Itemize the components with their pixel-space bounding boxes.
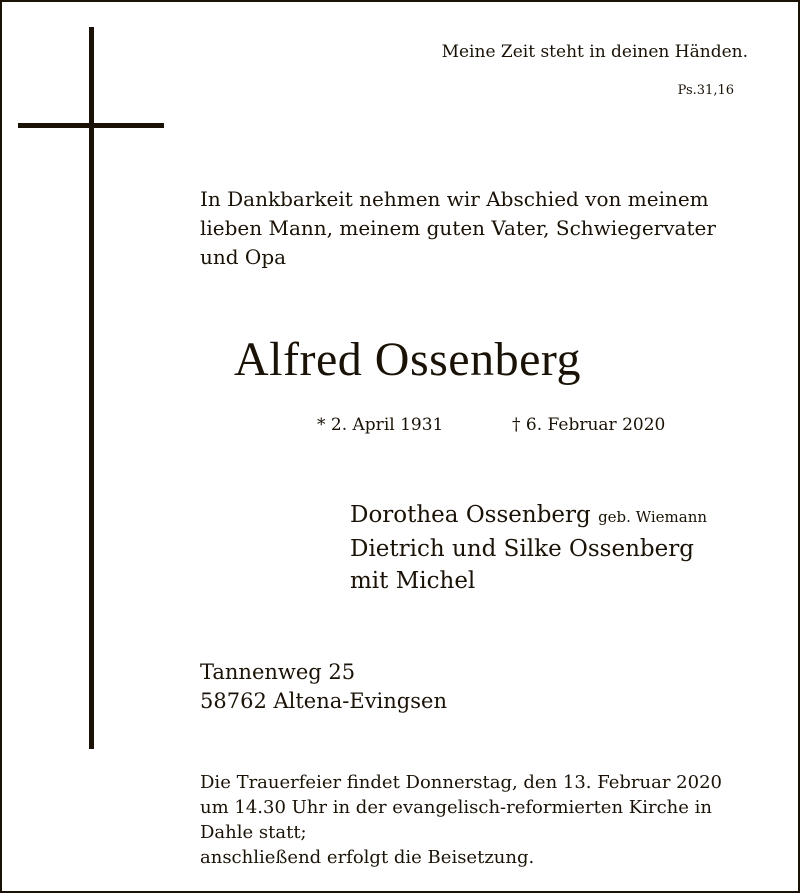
- service-line: Dahle statt;: [200, 822, 307, 843]
- cross-horizontal-bar: [18, 123, 164, 128]
- death-date: † 6. Februar 2020: [512, 415, 666, 435]
- bible-reference: Ps.31,16: [677, 83, 734, 98]
- intro-line: In Dankbarkeit nehmen wir Abschied von meinem: [200, 187, 709, 211]
- address-street: Tannenweg 25: [200, 660, 356, 684]
- intro-text: [200, 185, 800, 272]
- cross-vertical-bar: [89, 27, 94, 749]
- funeral-service-info: [200, 770, 780, 870]
- service-line: um 14.30 Uhr in der evangelisch-reformierten Kirche in: [200, 797, 712, 818]
- bible-quote: Meine Zeit steht in deinen Händen.: [441, 42, 748, 62]
- mourner-line: Dietrich und Silke Ossenberg: [350, 536, 694, 562]
- address-city: 58762 Altena-Evingsen: [200, 689, 447, 713]
- intro-line: und Opa: [200, 245, 287, 269]
- service-line: Die Trauerfeier findet Donnerstag, den 13. Februar 2020: [200, 772, 722, 793]
- intro-line: lieben Mann, meinem guten Vater, Schwiegervater: [200, 216, 716, 240]
- address: [200, 658, 600, 716]
- mourner-line: [350, 499, 780, 533]
- maiden-name-note: geb. Wiemann: [598, 508, 708, 526]
- service-line: anschließend erfolgt die Beisetzung.: [200, 847, 535, 868]
- mourner-name: Dorothea Ossenberg: [350, 502, 591, 528]
- mourners: [350, 499, 780, 597]
- deceased-name: Alfred Ossenberg: [234, 333, 582, 386]
- mourner-line: mit Michel: [350, 568, 476, 594]
- birth-date: * 2. April 1931: [317, 415, 444, 435]
